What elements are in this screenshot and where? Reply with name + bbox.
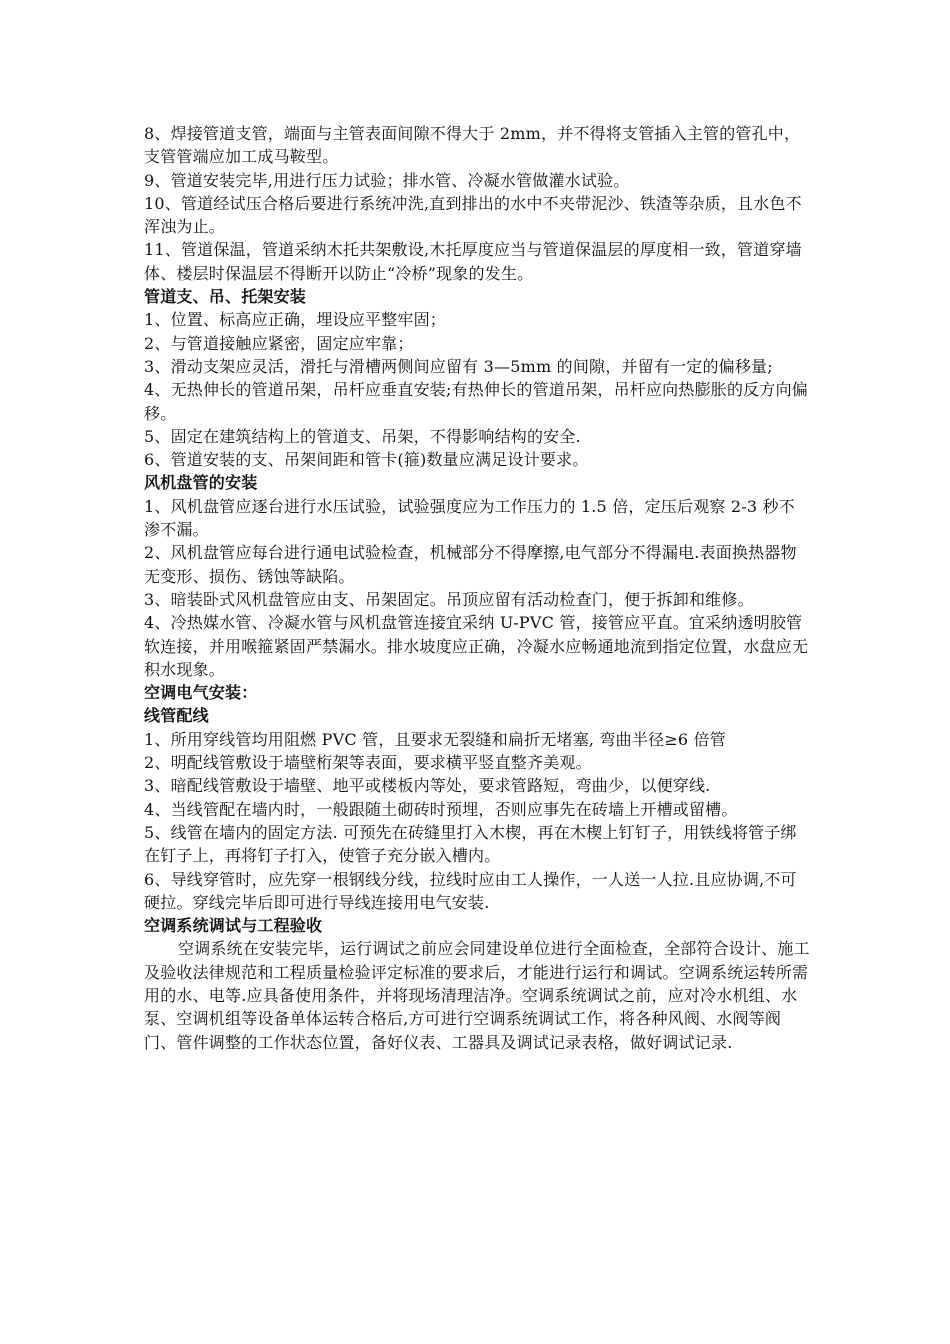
item-9-pressure-test: 9、管道安装完毕,用进行压力试验；排水管、冷凝水管做灌水试验。 [144, 170, 630, 190]
section-heading-pipe-supports: 管道支、吊、托架安装 [144, 287, 307, 307]
conduit-item-5: 5、线管在墙内的固定方法. 可预先在砖缝里打入木楔，再在木楔上钉钉子，用铁线将管子绑在钉子上，再将钉子打入，使管子充分嵌入槽内。 [144, 822, 797, 866]
document-page [144, 122, 810, 1054]
support-item-1: 1、位置、标高应正确，埋设应平整牢固； [144, 310, 446, 330]
support-item-4: 4、无热伸长的管道吊架，吊杆应垂直安装;有热伸长的管道吊架，吊杆应向热膨胀的反方向偏移。 [144, 380, 808, 423]
fan-coil-item-2: 2、风机盘管应每台进行通电试验检查，机械部分不得摩擦,电气部分不得漏电.表面换热器物无变形、损伤、锈蚀等缺陷。 [144, 543, 797, 586]
item-10-system-flush: 10、管道经试压合格后要进行系统冲洗,直到排出的水中不夹带泥沙、铁渣等杂质，且水色不浑浊为止。 [144, 193, 802, 237]
fan-coil-item-4: 4、冷热媒水管、冷凝水管与风机盘管连接宜采纳 U-PVC 管，接管应平直。宜采纳透明胶管软连接，并用喉箍紧固严禁漏水。排水坡度应正确，冷凝水应畅通地流到指定位置，水盘应无积水现象。 [144, 613, 809, 679]
conduit-item-1: 1、所用穿线管均用阻燃 PVC 管，且要求无裂缝和扁折无堵塞, 弯曲半径≥6 倍管 [144, 729, 726, 749]
conduit-item-4: 4、当线管配在墙内时，一般跟随土砌砖时预埋，否则应事先在砖墙上开槽或留槽。 [144, 799, 738, 819]
fan-coil-item-1: 1、风机盘管应逐台进行水压试验，试验强度应为工作压力的 1.5 倍，定压后观察 2-3 秒不渗不漏。 [144, 496, 795, 540]
conduit-item-6: 6、导线穿管时，应先穿一根钢线分线，拉线时应由工人操作，一人送一人拉.且应协调,不可硬拉。穿线完毕后即可进行导线连接用电气安装. [144, 869, 797, 912]
item-8-weld-branch-pipe: 8、焊接管道支管，端面与主管表面间隙不得大于 2mm，并不得将支管插入主管的管孔中，支管管端应加工成马鞍型。 [144, 124, 801, 167]
support-item-6: 6、管道安装的支、吊架间距和管卡(箍)数量应满足设计要求。 [144, 450, 589, 470]
support-item-3: 3、滑动支架应灵活，滑托与滑槽两侧间应留有 3—5mm 的间隙，并留有一定的偏移量; [144, 356, 773, 376]
conduit-item-2: 2、明配线管敷设于墙壁桁架等表面，要求横平竖直整齐美观。 [144, 753, 592, 773]
section-heading-electrical: 空调电气安装： [144, 683, 258, 703]
item-11-pipe-insulation: 11、管道保温，管道采纳木托共架敷设,木托厚度应当与管道保温层的厚度相一致，管道穿墙体、楼层时保温层不得断开以防止“冷桥”现象的发生。 [144, 240, 802, 283]
support-item-5: 5、固定在建筑结构上的管道支、吊架，不得影响结构的安全. [144, 426, 581, 446]
conduit-item-3: 3、暗配线管敷设于墙壁、地平或楼板内等处，要求管路短，弯曲少，以便穿线. [144, 776, 711, 796]
fan-coil-item-3: 3、暗装卧式风机盘管应由支、吊架固定。吊顶应留有活动检查门，便于拆卸和维修。 [144, 589, 754, 609]
commissioning-paragraph: 空调系统在安装完毕，运行调试之前应会同建设单位进行全面检查，全部符合设计、施工及验收法律规范和工程质量检验评定标准的要求后，才能进行运行和调试。空调系统运转所需用的水、电等.应具备使用条件，并将现场清理洁净。空调系统调试之前，应对冷水机组、水泵、空调机组等设备单体运转合格后,方可进行空调系统调试工作，将各种风阀、水阀等阀门、管件调整的工作状态位置，备好仪表、工器具及调试记录表格，做好调试记录. [144, 939, 810, 1052]
section-heading-commissioning: 空调系统调试与工程验收 [144, 916, 323, 936]
section-heading-conduit-wiring: 线管配线 [144, 706, 209, 726]
section-heading-fan-coil: 风机盘管的安装 [144, 473, 258, 493]
support-item-2: 2、与管道接触应紧密，固定应牢靠； [144, 333, 414, 353]
